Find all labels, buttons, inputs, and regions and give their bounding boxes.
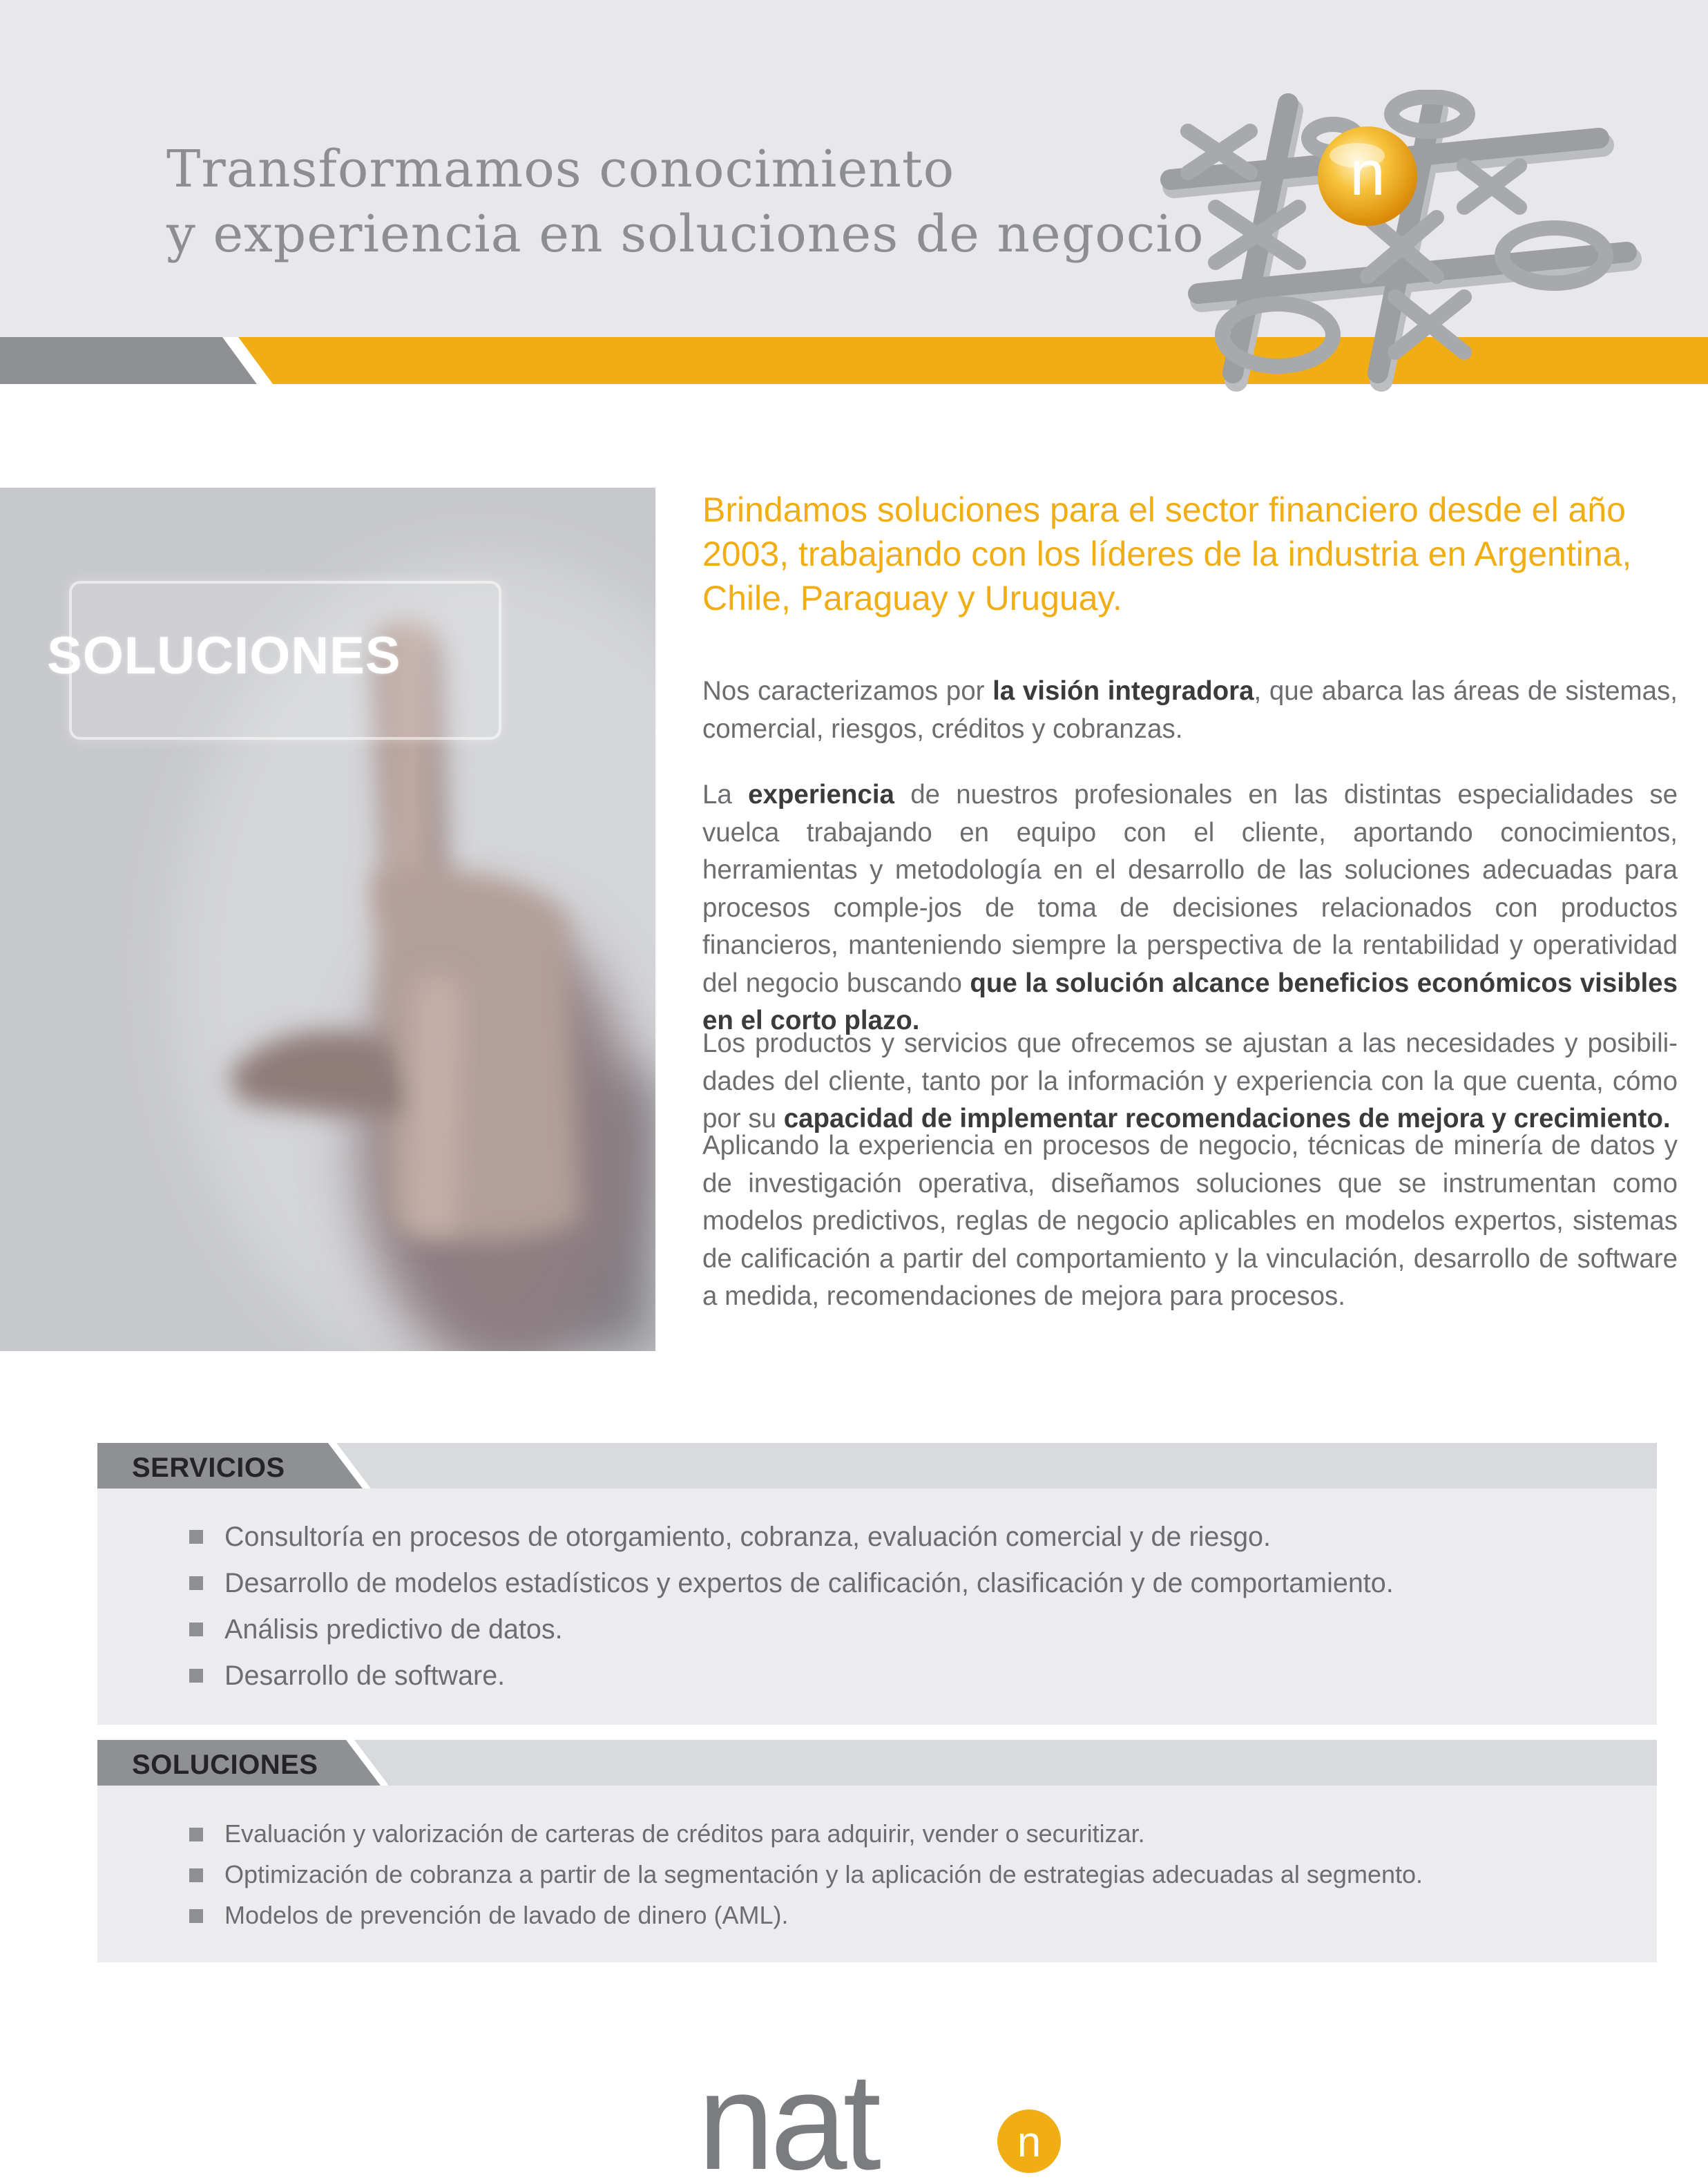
bold-run: la visión integradora [992,676,1254,706]
text-run: Los productos y servicios que ofrecemos se ajustan a las necesidades y posibili-dades del cliente, tanto por la información y experiencia con la que cuenta, cómo por su [702,1028,1678,1133]
servicios-box [97,1443,1657,1725]
list-item [189,1659,1394,1705]
soluciones-box [97,1740,1657,1962]
square-bullet-icon [189,1669,203,1683]
headline-line-2: y experiencia en soluciones de negocio [166,204,1205,264]
soluciones-chip-label: SOLUCIONES [47,626,401,685]
text-run: Nos caracterizamos por [702,676,993,706]
bold-run: que la solución alcance beneficios económicos visibles en el corto plazo. [702,968,1678,1035]
logo-wordmark: nat [698,2072,878,2182]
list-item-text: Evaluación y valorización de carteras de créditos para adquirir, vender o securitizar. [224,1819,1145,1848]
square-bullet-icon [189,1576,203,1590]
list-item [189,1613,1394,1659]
paragraph-experiencia [702,776,1678,1040]
list-item-text: Optimización de cobranza a partir de la segmentación y la aplicación de estrategias adecuadas al segmento. [224,1860,1423,1888]
lead-statement: Brindamos soluciones para el sector financiero desde el año 2003, trabajando con los líderes de la industria en Argentina, Chile, Paraguay y Uruguay. [702,490,1632,618]
list-item [189,1567,1394,1613]
square-bullet-icon [189,1828,203,1841]
emblem-letter: n [1350,138,1385,209]
list-item-text: Análisis predictivo de datos. [224,1614,563,1645]
square-bullet-icon [189,1530,203,1544]
servicios-title: SERVICIOS [132,1453,285,1483]
text-run: , que abarca las áreas de sistemas, comercial, riesgos, créditos y cobranzas. [702,676,1678,744]
headline-line-1: Transformamos conocimiento [166,140,955,199]
list-item [189,1900,1423,1941]
paragraph-aplicando: Aplicando la experiencia en procesos de negocio, técnicas de minería de datos y de investigación operativa, diseñamos soluciones que se instrumentan como modelos predictivos, reglas de negocio aplicables en modelos expertos, sistemas de calificación a partir del comportamiento y la vinculación, desarrollo de software a medida, recomendaciones de mejora para procesos. [702,1131,1678,1311]
logo-badge-letter: n [1017,2118,1042,2166]
list-item [189,1859,1423,1900]
list-item-text: Desarrollo de modelos estadísticos y expertos de calificación, clasificación y de comportamiento. [224,1568,1394,1598]
paragraph-vision [702,673,1678,748]
list-item-text: Consultoría en procesos de otorgamiento, cobranza, evaluación comercial y de riesgo. [224,1522,1272,1552]
list-item [189,1520,1394,1567]
nat-logo [698,2072,1071,2182]
list-item [189,1819,1423,1859]
bold-run: experiencia [748,780,894,810]
soluciones-title: SOLUCIONES [132,1750,318,1780]
hand-photo [0,488,655,1351]
paragraph-productos [702,1025,1678,1138]
list-item-text: Modelos de prevención de lavado de dinero (AML). [224,1901,789,1929]
square-bullet-icon [189,1623,203,1636]
list-item-text: Desarrollo de software. [224,1661,506,1691]
text-run: La [702,780,749,810]
square-bullet-icon [189,1868,203,1882]
bold-run: capacidad de implementar recomendaciones de mejora y crecimiento. [783,1104,1671,1133]
tic-tac-toe-icon [1160,90,1644,394]
soluciones-list [189,1819,1423,1941]
servicios-list [189,1520,1394,1705]
square-bullet-icon [189,1909,203,1923]
text-run: de nuestros profesionales en las distintas especialidades se vuelca trabajando en equipo con el cliente, aportando conocimientos, herramientas y metodología en el desarrollo de las soluciones adecuadas para procesos comple-jos de toma de decisiones relacionados con productos financieros, manteniendo siempre la perspectiva de la rentabilidad y operatividad del negocio buscando [702,780,1678,998]
